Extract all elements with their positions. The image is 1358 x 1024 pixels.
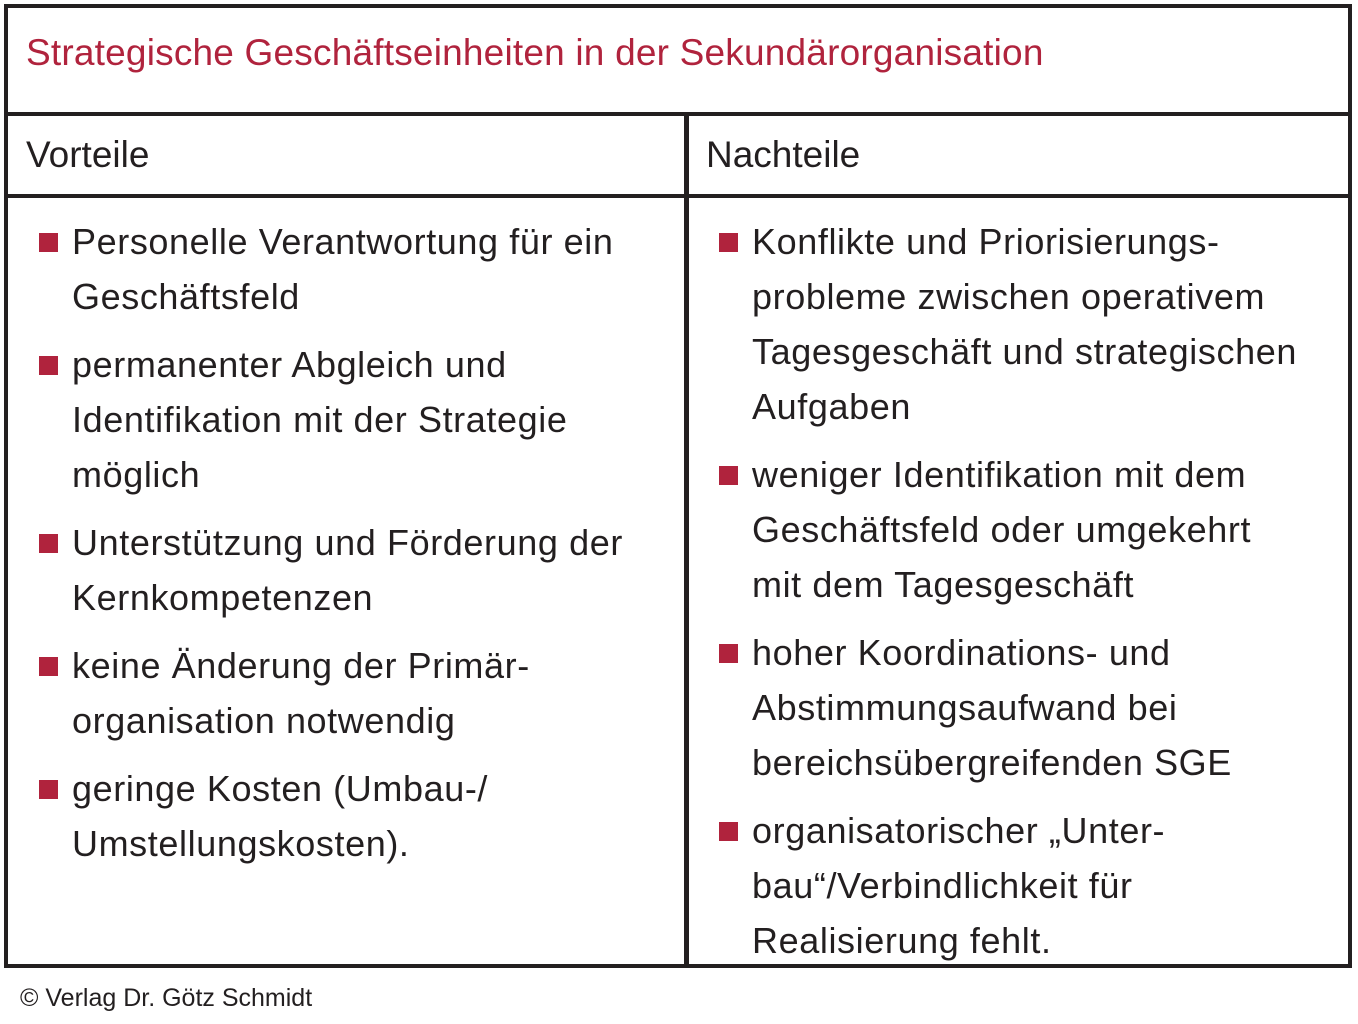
vorteil-item-line: Unterstützung und Förderung der: [72, 522, 623, 563]
vorteile-list: [34, 198, 664, 884]
header-row: [8, 116, 1348, 198]
square-bullet-icon: [39, 657, 58, 676]
square-bullet-icon: [39, 356, 58, 375]
vorteil-item-line: permanenter Abgleich und: [72, 344, 507, 385]
nachteil-item-line: Geschäftsfeld oder umgekehrt: [752, 509, 1252, 550]
nachteil-item-text: [752, 447, 1334, 612]
column-divider: [684, 116, 689, 964]
comparison-table: [4, 4, 1352, 968]
nachteil-item-text: [752, 625, 1334, 790]
vorteil-item-line: Umstellungskosten).: [72, 823, 410, 864]
vorteil-item-text: [72, 761, 664, 871]
vorteil-item-line: Personelle Verantwortung für ein: [72, 221, 614, 262]
nachteil-item-line: weniger Identifikation mit dem: [752, 454, 1247, 495]
vorteil-item: [34, 638, 664, 748]
vorteil-item-text: [72, 638, 664, 748]
vorteil-item-line: organisation notwendig: [72, 700, 456, 741]
nachteil-item-line: bereichsübergreifenden SGE: [752, 742, 1232, 783]
nachteil-item-line: probleme zwischen operativem: [752, 276, 1266, 317]
square-bullet-icon: [719, 466, 738, 485]
nachteil-item-line: organisatorischer „Unter-: [752, 810, 1166, 851]
nachteil-item: [714, 214, 1334, 434]
square-bullet-icon: [39, 534, 58, 553]
nachteil-item-line: Aufgaben: [752, 386, 911, 427]
nachteile-list: [714, 198, 1334, 981]
vorteil-item-line: Geschäftsfeld: [72, 276, 300, 317]
square-bullet-icon: [719, 233, 738, 252]
nachteil-item-line: Tagesgeschäft und strategischen: [752, 331, 1297, 372]
vorteil-item-line: möglich: [72, 454, 201, 495]
nachteil-item-line: hoher Koordinations- und: [752, 632, 1171, 673]
square-bullet-icon: [719, 822, 738, 841]
column-header-vorteile: Vorteile: [26, 134, 150, 175]
nachteil-item-line: Konflikte und Priorisierungs-: [752, 221, 1220, 262]
vorteil-item-line: keine Änderung der Primär-: [72, 645, 530, 686]
nachteil-item: [714, 803, 1334, 968]
nachteil-item: [714, 447, 1334, 612]
vorteil-item-text: [72, 337, 664, 502]
vorteil-item-line: Kernkompetenzen: [72, 577, 374, 618]
vorteil-item-line: Identifikation mit der Strategie: [72, 399, 568, 440]
vorteil-item-line: geringe Kosten (Umbau-/: [72, 768, 489, 809]
square-bullet-icon: [39, 780, 58, 799]
nachteil-item-line: Realisierung fehlt.: [752, 920, 1052, 961]
vorteil-item: [34, 761, 664, 871]
vorteil-item: [34, 515, 664, 625]
vorteil-item: [34, 337, 664, 502]
vorteil-item: [34, 214, 664, 324]
nachteil-item-text: [752, 214, 1334, 434]
column-header-nachteile: Nachteile: [706, 134, 861, 175]
nachteil-item-line: Abstimmungsaufwand bei: [752, 687, 1178, 728]
nachteil-item-text: [752, 803, 1334, 968]
vorteil-item-text: [72, 214, 664, 324]
copyright-notice: © Verlag Dr. Götz Schmidt: [20, 984, 313, 1012]
table-title: Strategische Geschäftseinheiten in der Sekundärorganisation: [26, 32, 1044, 73]
square-bullet-icon: [719, 644, 738, 663]
vorteil-item-text: [72, 515, 664, 625]
nachteil-item-line: bau“/Verbindlichkeit für: [752, 865, 1133, 906]
nachteil-item-line: mit dem Tagesgeschäft: [752, 564, 1135, 605]
square-bullet-icon: [39, 233, 58, 252]
title-row: [8, 8, 1348, 116]
nachteil-item: [714, 625, 1334, 790]
